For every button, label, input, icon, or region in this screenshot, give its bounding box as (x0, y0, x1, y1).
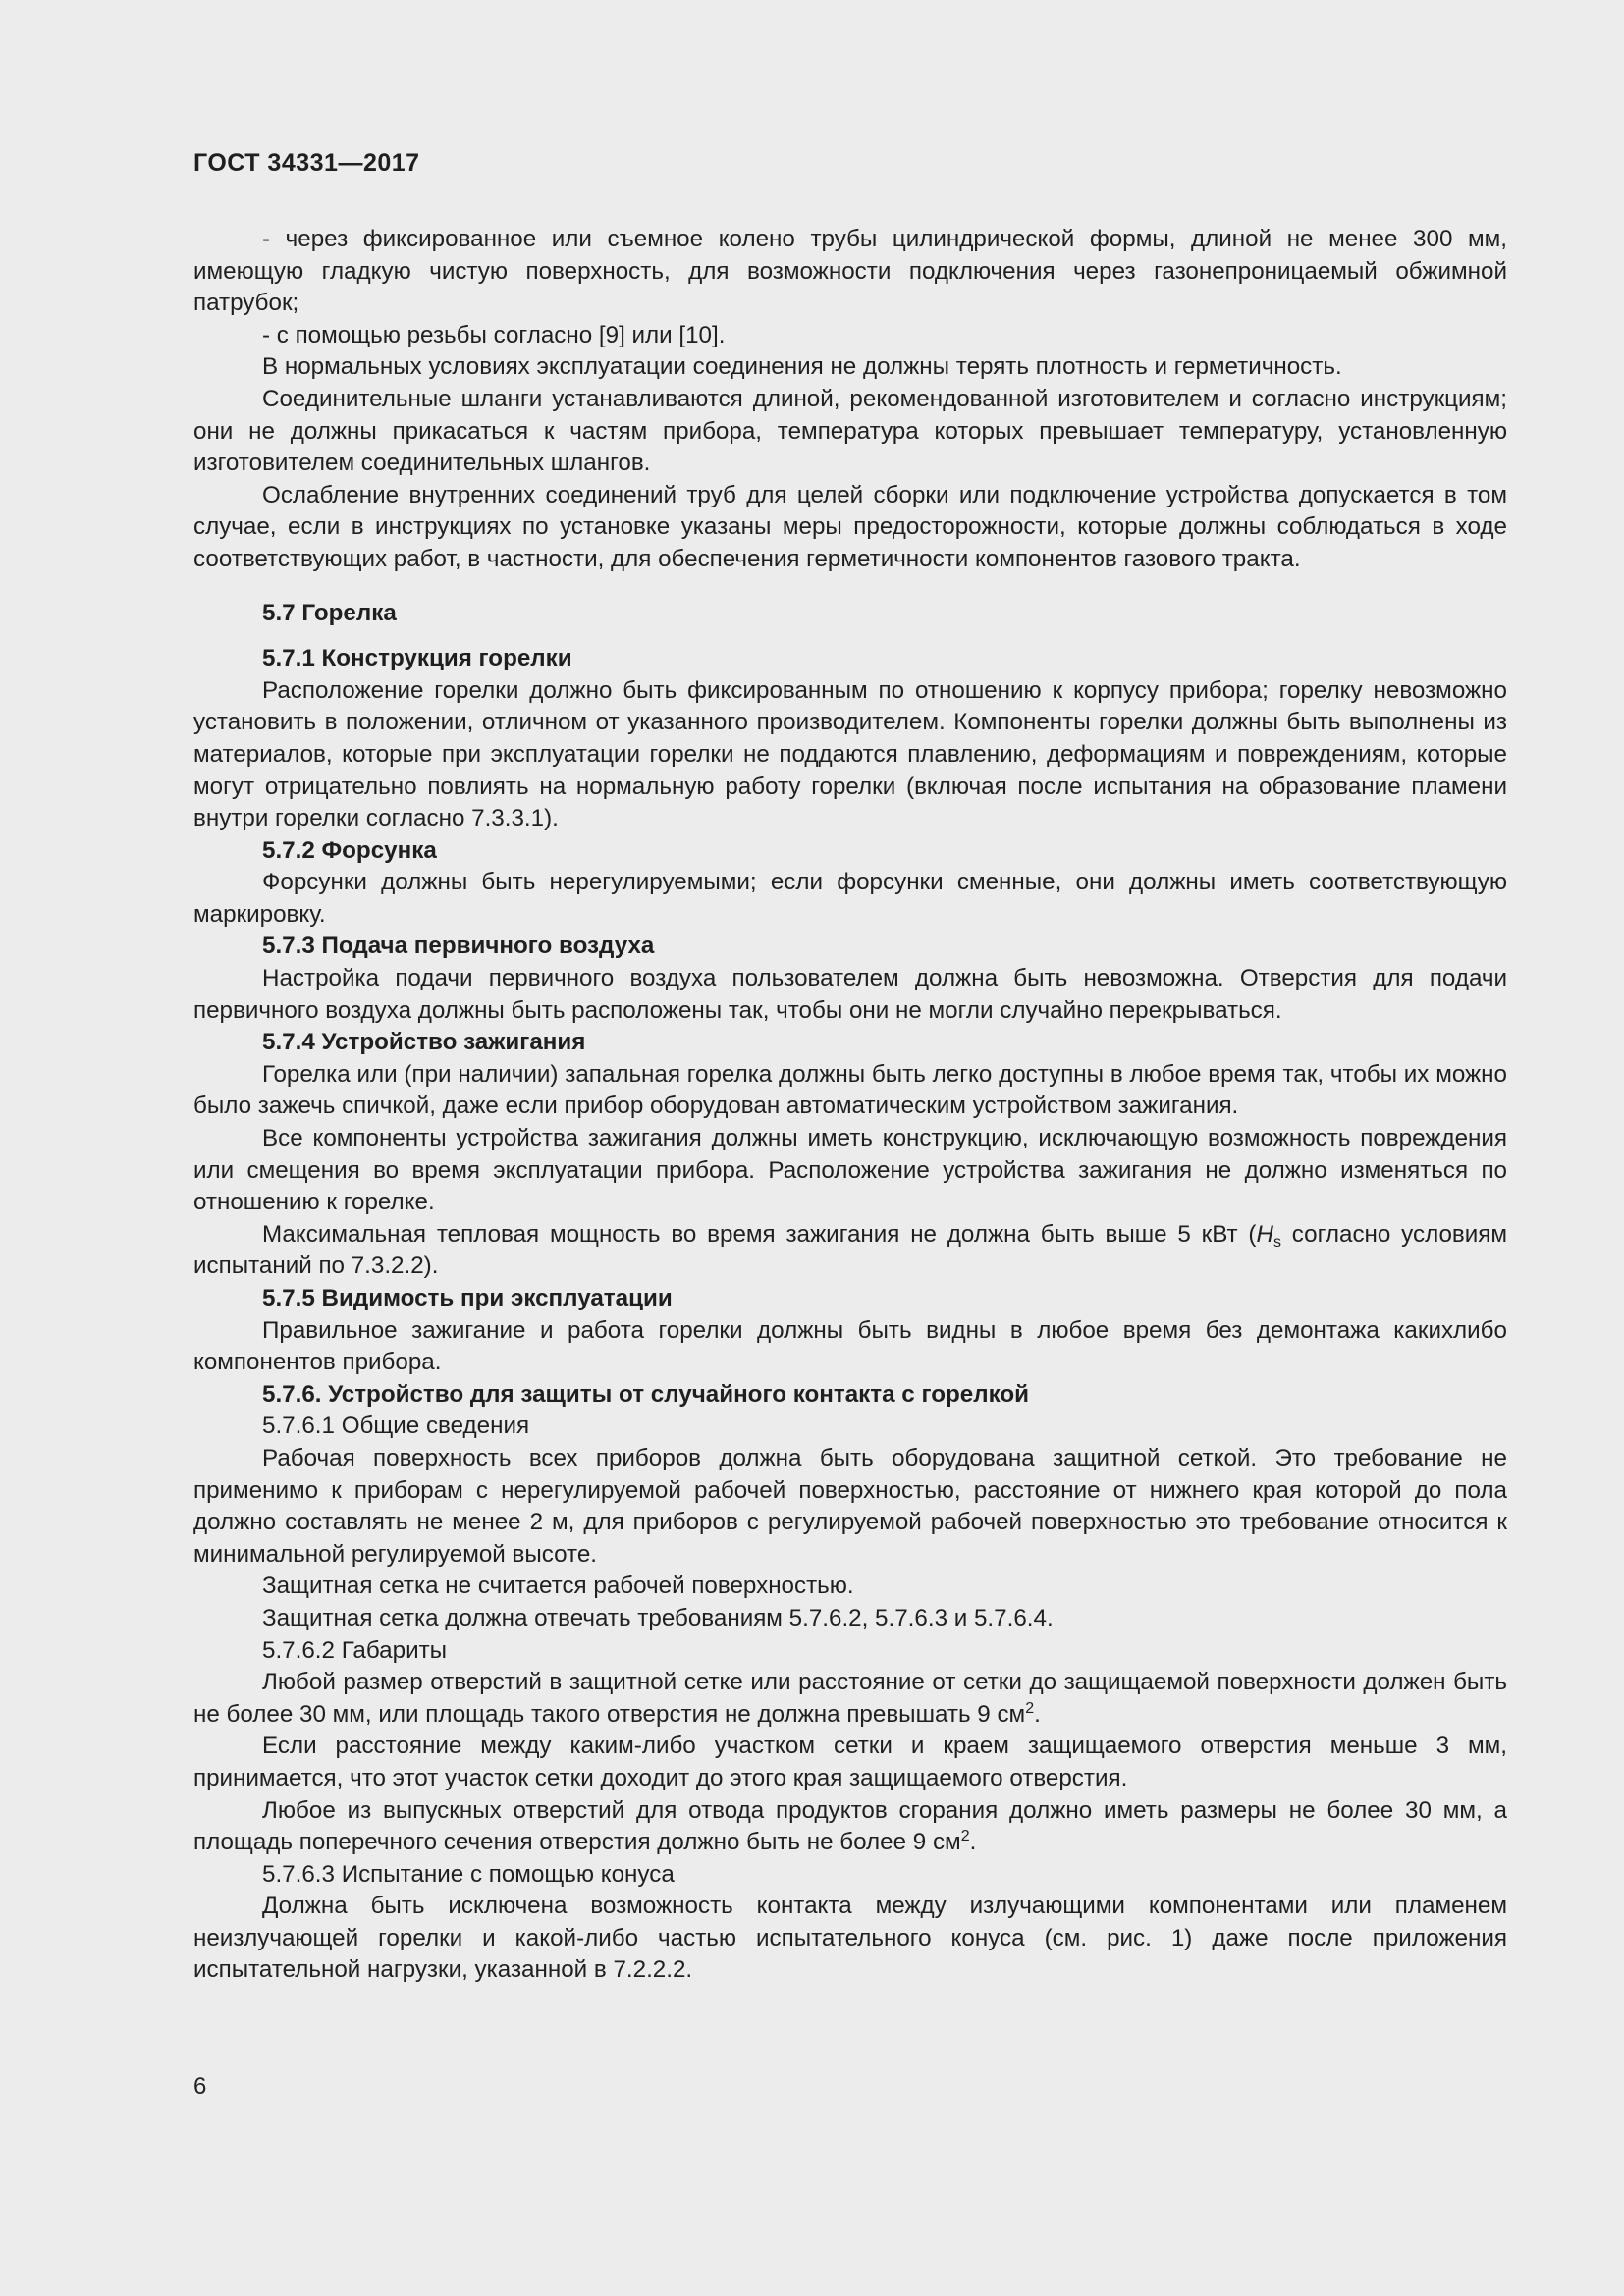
text-run: Максимальная тепловая мощность во время зажигания не должна быть выше 5 кВт ( (262, 1220, 1257, 1248)
text-run: Любое из выпускных отверстий для отвода продуктов сгорания должно иметь размеры не более 30 мм, а площадь поперечного сечения отверстия должно быть не более 9 см (193, 1796, 1507, 1856)
paragraph: В нормальных условиях эксплуатации соединения не должны терять плотность и герметичность. (262, 353, 1342, 381)
subsection-heading: 5.7.3 Подача первичного воздуха (262, 933, 655, 960)
text-run: . (1034, 1700, 1041, 1728)
subsection-heading: 5.7.2 Форсунка (262, 836, 437, 864)
superscript: 2 (960, 1828, 970, 1845)
section-heading: 5.7 Горелка (262, 599, 397, 626)
paragraph: - через фиксированное или съемное колено трубы цилиндрической формы, длиной не менее 300 мм, имеющую гладкую чистую поверхность, для возможности подключения через газонепроницаемый обжимной патрубок; (193, 226, 1507, 317)
paragraph: Рабочая поверхность всех приборов должна быть оборудована защитной сеткой. Это требование не применимо к приборам с нерегулируемой рабочей поверхностью, расстояние от нижнего края которой до пола должно составлять не менее 2 м, для приборов с регулируемой рабочей поверхностью это требование относится к минимальной регулируемой высоте. (193, 1444, 1507, 1568)
paragraph: Должна быть исключена возможность контакта между излучающими компонентами или пламенем неизлучающей горелки и какой-либо частью испытательного конуса (см. рис. 1) даже после приложения испытательной нагрузки, указанной в 7.2.2.2. (193, 1893, 1507, 1984)
text-run: согласно условиям испытаний по 7.3.2.2). (193, 1220, 1507, 1280)
paragraph: Форсунки должны быть нерегулируемыми; если форсунки сменные, они должны иметь соответствующую маркировку. (193, 869, 1507, 928)
subsection-heading: 5.7.5 Видимость при эксплуатации (262, 1285, 673, 1311)
clause-heading: 5.7.6.1 Общие сведения (262, 1413, 530, 1440)
superscript: 2 (1025, 1699, 1035, 1717)
paragraph: Соединительные шланги устанавливаются длиной, рекомендованной изготовителем и согласно инструкциям; они не должны прикасаться к частям прибора, температура которых превышает температуру, установленную изготовителем соединительных шлангов. (193, 385, 1507, 477)
paragraph: Все компоненты устройства зажигания должны иметь конструкцию, исключающую возможность повреждения или смещения во время эксплуатации прибора. Расположение устройства зажигания не должно изменяться по отношению к горелке. (193, 1125, 1507, 1216)
text-run: Любой размер отверстий в защитной сетке или расстояние от сетки до защищаемой поверхности должен быть не более 30 мм, или площадь такого отверстия не должна превышать 9 см (193, 1669, 1507, 1728)
subsection-heading: 5.7.6. Устройство для защиты от случайного контакта с горелкой (262, 1380, 1030, 1408)
text-run: . (969, 1829, 977, 1856)
paragraph: - с помощью резьбы согласно [9] или [10]. (262, 321, 726, 348)
document-body (193, 224, 1507, 1987)
paragraph: Защитная сетка не считается рабочей поверхностью. (262, 1573, 854, 1600)
subsection-heading: 5.7.1 Конструкция горелки (262, 645, 572, 672)
page-number: 6 (193, 2073, 207, 2100)
document-header: ГОСТ 34331—2017 (193, 149, 420, 177)
clause-heading: 5.7.6.3 Испытание с помощью конуса (262, 1860, 675, 1888)
paragraph: Ослабление внутренних соединений труб для целей сборки или подключение устройства допускается в том случае, если в инструкциях по установке указаны меры предосторожности, которые должны соблюдаться в ходе соответствующих работ, в частности, для обеспечения герметичности компонентов газового тракта. (193, 481, 1507, 572)
formula-symbol: H (1256, 1220, 1273, 1248)
paragraph: Горелка или (при наличии) запальная горелка должны быть легко доступны в любое время так, чтобы их можно было зажечь спичкой, даже если прибор оборудован автоматическим устройством зажигания. (193, 1060, 1507, 1120)
paragraph: Если расстояние между каким-либо участком сетки и краем защищаемого отверстия меньше 3 мм, принимается, что этот участок сетки доходит до этого края защищаемого отверстия. (193, 1733, 1507, 1791)
paragraph (193, 1795, 1507, 1859)
paragraph: Расположение горелки должно быть фиксированным по отношению к корпусу прибора; горелку невозможно установить в положении, отличном от указанного производителем. Компоненты горелки должны быть выполнены из материалов, которые при эксплуатации горелки не поддаются плавлению, деформациям и повреждениям, которые могут отрицательно повлиять на нормальную работу горелки (включая после испытания на образование пламени внутри горелки согласно 7.3.3.1). (193, 676, 1507, 832)
paragraph: Защитная сетка должна отвечать требованиям 5.7.6.2, 5.7.6.3 и 5.7.6.4. (262, 1604, 1054, 1631)
subsection-heading: 5.7.4 Устройство зажигания (262, 1029, 586, 1056)
formula-subscript: s (1272, 1233, 1281, 1251)
paragraph: Правильное зажигание и работа горелки должны быть видны в любое время без демонтажа какихлибо компонентов прибора. (193, 1316, 1507, 1376)
clause-heading: 5.7.6.2 Габариты (262, 1636, 448, 1664)
paragraph (193, 1219, 1507, 1283)
paragraph: Настройка подачи первичного воздуха пользователем должна быть невозможна. Отверстия для подачи первичного воздуха должны быть расположены так, чтобы они не могли случайно перекрываться. (193, 965, 1507, 1024)
paragraph (193, 1667, 1507, 1731)
